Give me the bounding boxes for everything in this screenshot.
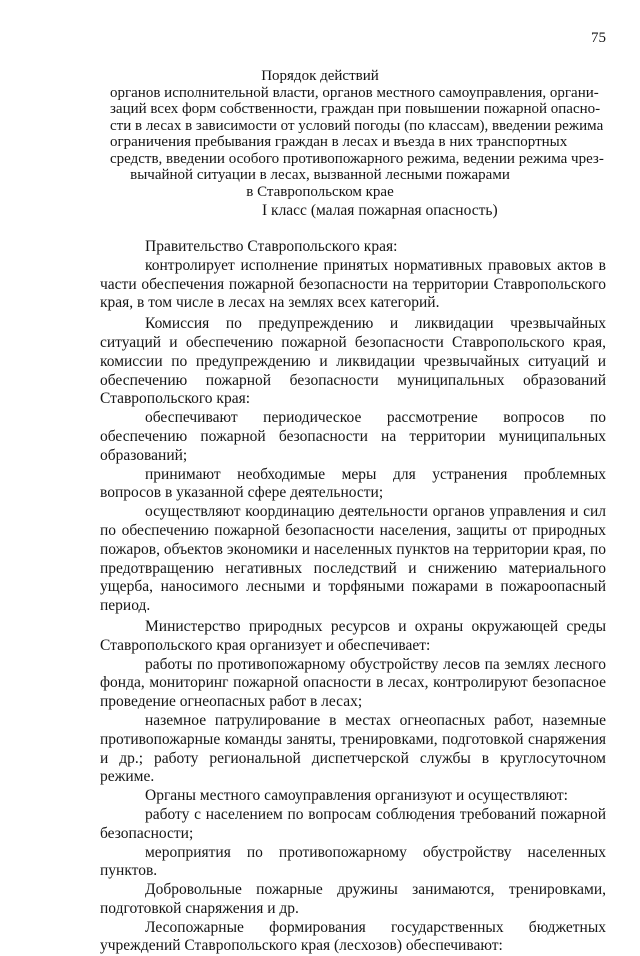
paragraph: работы по противопожарному обустройству лесов па землях лесного фонда, мониторинг пожарной опасности в лесах, контролируют безопасное проведение огнеопасных работ в лесах;: [100, 655, 606, 711]
paragraph: Комиссия по предупреждению и ликвидации чрезвычайных ситуаций и обеспечению пожарной безопасности Ставропольского края, комиссии по предупреждению и ликвидации чрезвычайных ситуаций и обеспечению пожарной безопасности муниципальных образований Ставропольского края:: [100, 315, 606, 408]
paragraph: мероприятия по противопожарному обустройству населенных пунктов.: [100, 843, 606, 880]
body-text: [100, 238, 606, 956]
title-line: органов исполнительной власти, органов местного самоуправления, органи-: [110, 84, 599, 101]
title-line: заций всех форм собственности, граждан при повышении пожарной опасно-: [110, 101, 601, 117]
paragraph: Добровольные пожарные дружины занимаются, тренировками, подготовкой снаряжения и др.: [100, 881, 606, 917]
page-number: 75: [591, 30, 606, 46]
title-line: Порядок действий: [261, 68, 379, 84]
class-heading: I класс (малая пожарная опасность): [262, 202, 498, 219]
title-line: ограничения пребывания граждан в лесах и въезда в них транспортных: [110, 134, 568, 150]
title-line: средств, введении особого противопожарного режима, ведении режима чрез-: [110, 150, 604, 167]
document-title: [110, 68, 604, 200]
paragraph: Правительство Ставропольского края:: [145, 238, 398, 255]
title-line: вычайной ситуации в лесах, вызванной лесными пожарами: [130, 167, 510, 183]
paragraph: работу с населением по вопросам соблюдения требований пожарной безопасности;: [100, 805, 606, 842]
paragraph: обеспечивают периодическое рассмотрение вопросов по обеспечению пожарной безопасности на территории муниципальных образований;: [100, 409, 606, 464]
title-line: сти в лесах в зависимости от условий погоды (по классам), введении режима: [110, 117, 604, 134]
paragraph: осуществляют координацию деятельности органов управления и сил по обеспечению пожарной безопасности населения, защиты от природных пожаров, объектов экономики и населенных пунктов на территории края, по предотвращению негативных последствий и снижению материального ущерба, наносимого лесными и торфяными пожарами в пожароопасный период.: [100, 503, 606, 615]
paragraph: Лесопожарные формирования государственных бюджетных учреждений Ставропольского края (лесхозов) обеспечивают:: [100, 918, 606, 955]
title-line: в Ставропольском крае: [246, 183, 394, 200]
paragraph: контролирует исполнение принятых нормативных правовых актов в части обеспечения пожарной безопасности на территории Ставропольского края, в том числе в лесах на землях всех категорий.: [100, 256, 606, 312]
paragraph: Органы местного самоуправления организуют и осуществляют:: [145, 787, 568, 805]
paragraph: принимают необходимые меры для устранения проблемных вопросов в указанной сфере деятельности;: [100, 465, 606, 502]
paragraph: наземное патрулирование в местах огнеопасных работ, наземные противопожарные команды заняты, тренировками, подготовкой снаряжения и др.; работу региональной диспетчерской службы в круглосуточном режиме.: [100, 711, 606, 786]
paragraph: Министерство природных ресурсов и охраны окружающей среды Ставропольского края организует и обеспечивает:: [100, 617, 606, 654]
